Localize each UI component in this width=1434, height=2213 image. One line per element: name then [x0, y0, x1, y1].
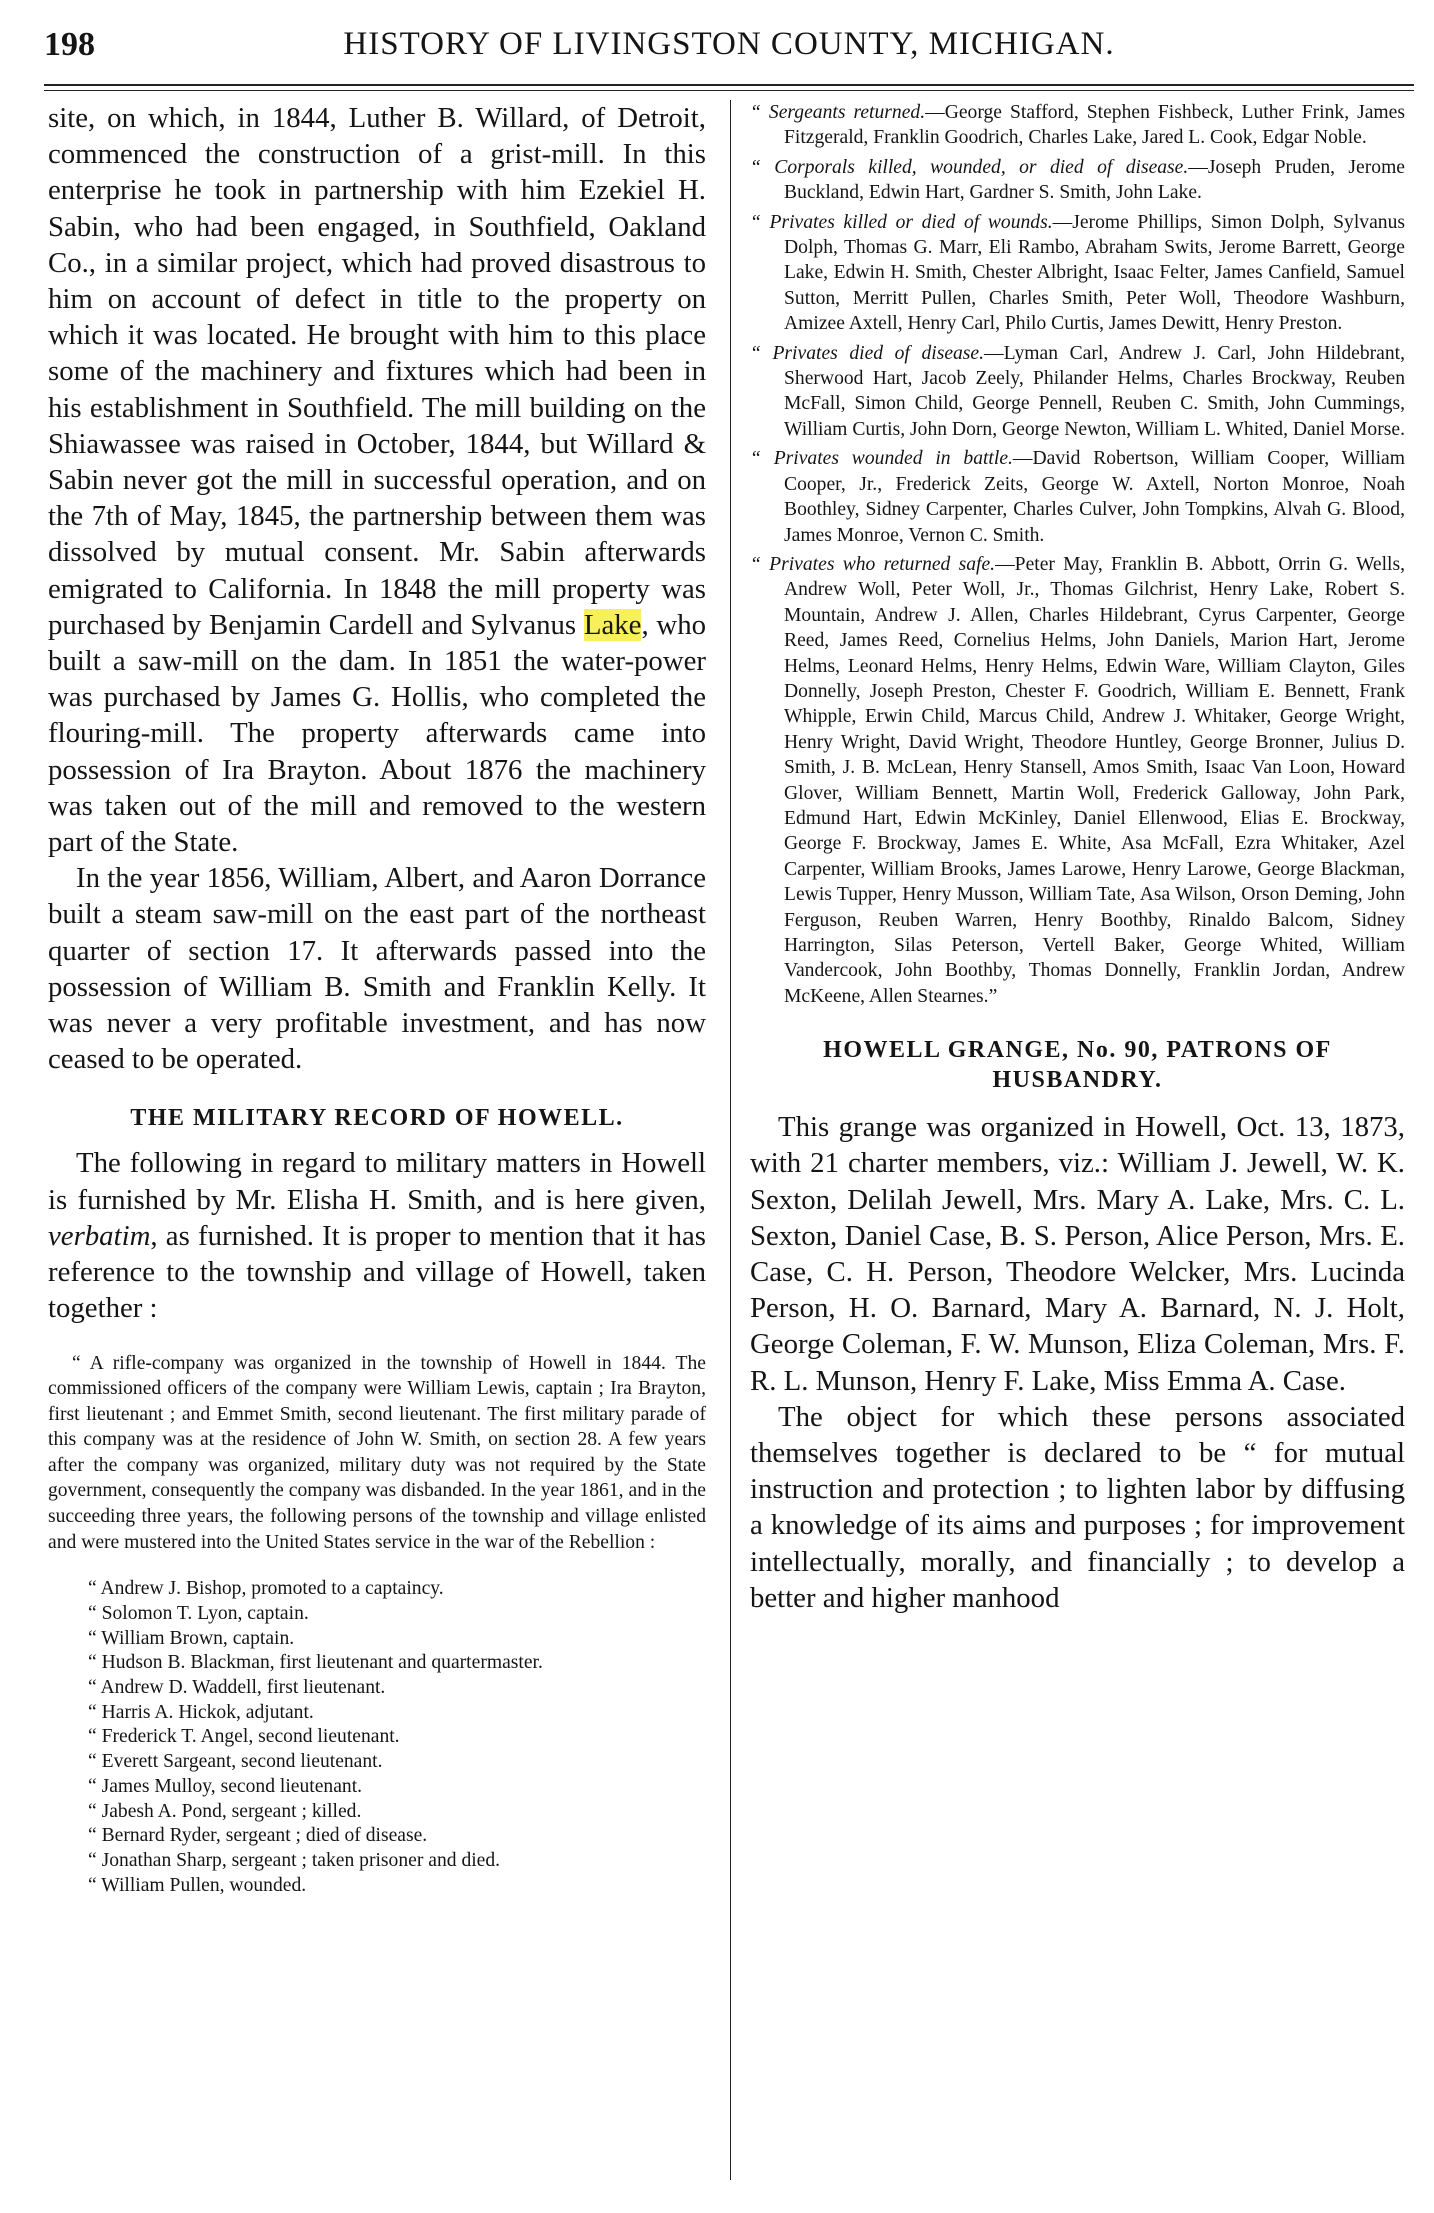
paragraph-grange-object: The object for which these persons associated themselves together is declared to be “ for mutual instruction and protection ; to lighten labor by diffusing a knowledge of its aims and purposes ; for improvement intellectually, morally, and financially ; to develop a better and higher manhood	[750, 1400, 1405, 1614]
list-item: “ Bernard Ryder, sergeant ; died of disease.	[88, 1825, 428, 1847]
list-item: “ William Pullen, wounded.	[88, 1874, 307, 1896]
quote-paragraph: “ A rifle-company was organized in the township of Howell in 1844. The commissioned officers of the company were William Lewis, captain ; Ira Brayton, first lieutenant ; and Emmet Smith, second lieutenant. The first military parade of this company was at the residence of John W. Smith, on section 28. A few years after the company was organized, military duty was not required by the State government, consequently the company was disbanded. In the year 1861, and in the succeeding three years, the following persons of the township and village enlisted and were mustered into the United States service in the war of the Rebellion :	[48, 1352, 706, 1553]
left-body	[48, 100, 706, 1077]
text-run: , who built a saw-mill on the dam. In 1851 the water-power was purchased by James G. Hollis, who completed the flouring-mill. The property afterwards came into possession of Ira Brayton. About 1876 the machinery was taken out of the mill and removed to the western part of the State.	[48, 608, 706, 859]
paragraph-mill-history	[48, 100, 706, 860]
list-item: “ Jonathan Sharp, sergeant ; taken prisoner and died.	[88, 1849, 501, 1871]
category-label: “ Sergeants returned.	[750, 102, 926, 123]
list-item: “ Jabesh A. Pond, sergeant ; killed.	[88, 1800, 362, 1822]
list-item: “ Andrew D. Waddell, first lieutenant.	[88, 1677, 386, 1699]
header-rule-thin	[44, 90, 1414, 91]
section-heading-grange: HOWELL GRANGE, No. 90, PATRONS OF HUSBANDRY.	[823, 1037, 1332, 1094]
page-number: 198	[44, 26, 95, 63]
list-item: “ Andrew J. Bishop, promoted to a captaincy.	[88, 1578, 444, 1600]
running-title: HISTORY OF LIVINGSTON COUNTY, MICHIGAN.	[343, 26, 1115, 62]
search-highlight: Lake	[583, 608, 642, 641]
list-item: “ Hudson B. Blackman, first lieutenant and quartermaster.	[88, 1652, 543, 1674]
names: —Peter May, Franklin B. Abbott, Orrin G. Wells, Andrew Woll, Peter Woll, Jr., Thomas Gilchrist, Henry Lake, Robert S. Mountain, Andrew J. Allen, Charles Hildebrant, Cyrus Carpenter, George Reed, James Reed, Cornelius Helms, John Daniels, Marion Hart, Jerome Helms, Leonard Helms, Henry Helms, Edwin Ware, William Clayton, Giles Donnelly, Joseph Preston, Chester F. Goodrich, William E. Bennett, Frank Whipple, Erwin Child, Marcus Child, Andrew J. Whitaker, George Wright, Henry Wright, David Wright, Theodore Huntley, George Bronner, Julius D. Smith, J. B. McLean, Henry Stansell, Amos Smith, Isaac Van Loon, Howard Glover, William Bennett, Martin Woll, Frederick Galloway, John Park, Edmund Hart, Edwin McKinley, Daniel Ellenwood, Elias E. Brockway, George F. Brockway, James E. White, Asa McFall, Ezra Whitaker, Azel Carpenter, William Brooks, James Larowe, Henry Larowe, George Blackman, Lewis Tupper, Henry Musson, William Tate, Asa Wilson, Orson Deming, John Ferguson, Reuben Warren, Henry Boothby, Rinaldo Balcom, Sidney Harrington, Silas Peterson, Vertell Baker, George Whited, William Vandercook, John Boothby, Thomas Donnelly, Franklin Jordan, Andrew McKeene, Allen Stearnes.”	[784, 553, 1405, 1007]
names: —George Stafford, Stephen Fishbeck, Luther Frink, James Fitzgerald, Franklin Goodrich, Charles Lake, Jared L. Cook, Edgar Noble.	[784, 102, 1405, 149]
left-column	[48, 100, 706, 1898]
names: —David Robertson, William Cooper, William Cooper, Jr., Frederick Zeits, George W. Axtell, Norton Monroe, Noah Boothley, Sidney Carpenter, Charles Culver, John Tompkins, Alvah G. Blood, James Monroe, Vernon C. Smith.	[784, 448, 1405, 546]
grange-body	[750, 1109, 1405, 1616]
category-label: “ Privates killed or died of wounds.	[750, 211, 1053, 233]
list-item-privates-killed	[750, 210, 1405, 337]
column-divider	[730, 100, 731, 2180]
list-item: “ William Brown, captain.	[88, 1627, 295, 1649]
list-item-privates-safe	[750, 552, 1405, 1009]
list-item: “ Frederick T. Angel, second lieutenant.	[88, 1726, 400, 1748]
list-item: “ Everett Sargeant, second lieutenant.	[88, 1751, 383, 1773]
list-item-corporals	[750, 155, 1406, 206]
text-run: site, on which, in 1844, Luther B. Willard, of Detroit, commenced the construction of a grist-mill. In this enterprise he took in partnership with him Ezekiel H. Sabin, who had been engaged, in Southfield, Oakland Co., in a similar project, which had proved disastrous to him on account of defect in title to the property on which it was located. He brought with him to this place some of the machinery and fixtures which had been in his establishment in Southfield. The mill building on the Shiawassee was raised in October, 1844, but Willard & Sabin never got the mill in successful operation, and on the 7th of May, 1845, the partnership between them was dissolved by mutual consent. Mr. Sabin afterwards emigrated to California. In 1848 the mill property was purchased by Benjamin Cardell and Sylvanus	[48, 102, 706, 641]
list-item-privates-disease	[750, 341, 1405, 443]
paragraph-steam-sawmill: In the year 1856, William, Albert, and Aaron Dorrance built a steam saw-mill on the east part of the northeast quarter of section 17. It afterwards passed into the possession of William B. Smith and Franklin Kelly. It was never a very profitable investment, and has now ceased to be operated.	[48, 862, 706, 1076]
paragraph-grange-members: This grange was organized in Howell, Oct. 13, 1873, with 21 charter members, viz.: William J. Jewell, W. K. Sexton, Delilah Jewell, Mrs. Mary A. Lake, Mrs. C. L. Sexton, Daniel Case, B. S. Person, Alice Person, Mrs. E. Case, C. H. Person, Theodore Welcker, Mrs. Lucinda Person, H. O. Barnard, Mary A. Barnard, N. J. Holt, George Coleman, F. W. Munson, Eliza Coleman, Mrs. F. R. L. Munson, Henry F. Lake, Miss Emma A. Case.	[750, 1111, 1405, 1397]
category-label: “ Privates died of disease.	[750, 342, 985, 364]
page-header	[44, 26, 1414, 76]
names: —Jerome Phillips, Simon Dolph, Sylvanus Dolph, Thomas G. Marr, Eli Rambo, Abraham Swits, Jerome Barrett, George Lake, Edwin H. Smith, Chester Albright, Isaac Felter, James Canfield, Samuel Sutton, Merritt Pullen, Charles Smith, Peter Woll, Theodore Washburn, Amizee Axtell, Henry Carl, Philo Curtis, James Dewitt, Henry Preston.	[784, 211, 1405, 335]
section-heading-military: THE MILITARY RECORD OF HOWELL.	[130, 1105, 624, 1132]
text-run: The following in regard to military matters in Howell is furnished by Mr. Elisha H. Smith, and is here given,	[48, 1147, 706, 1216]
names: —Lyman Carl, Andrew J. Carl, John Hildebrant, Sherwood Hart, Jacob Zeely, Philander Helms, Charles Brockway, Reuben McFall, Simon Child, George Pennell, Reuben C. Smith, John Cummings, William Curtis, John Dorn, George Newton, William L. Whited, Daniel Morse.	[784, 342, 1405, 440]
enlisted-lists	[750, 100, 1405, 1009]
right-column	[750, 100, 1405, 1616]
list-item-privates-wounded	[750, 446, 1405, 548]
header-rule	[44, 84, 1414, 86]
list-item: “ Harris A. Hickok, adjutant.	[88, 1701, 314, 1723]
text-run: , as furnished. It is proper to mention that it has reference to the township and village of Howell, taken together :	[48, 1219, 706, 1325]
names: —Joseph Pruden, Jerome Buckland, Edwin Hart, Gardner S. Smith, John Lake.	[784, 156, 1406, 204]
category-label: “ Corporals killed, wounded, or died of disease.	[750, 156, 1189, 178]
paragraph-military-intro	[48, 1145, 706, 1326]
category-label: “ Privates who returned safe.	[750, 553, 996, 575]
military-quote	[48, 1351, 706, 1556]
list-item-sergeants	[750, 100, 1405, 151]
list-item: “ James Mulloy, second lieutenant.	[88, 1775, 363, 1797]
category-label: “ Privates wounded in battle.	[750, 448, 1013, 470]
italic-text: verbatim	[48, 1219, 151, 1252]
list-item: “ Solomon T. Lyon, captain.	[88, 1602, 309, 1624]
officer-roster	[88, 1577, 706, 1898]
military-intro	[48, 1145, 706, 1326]
